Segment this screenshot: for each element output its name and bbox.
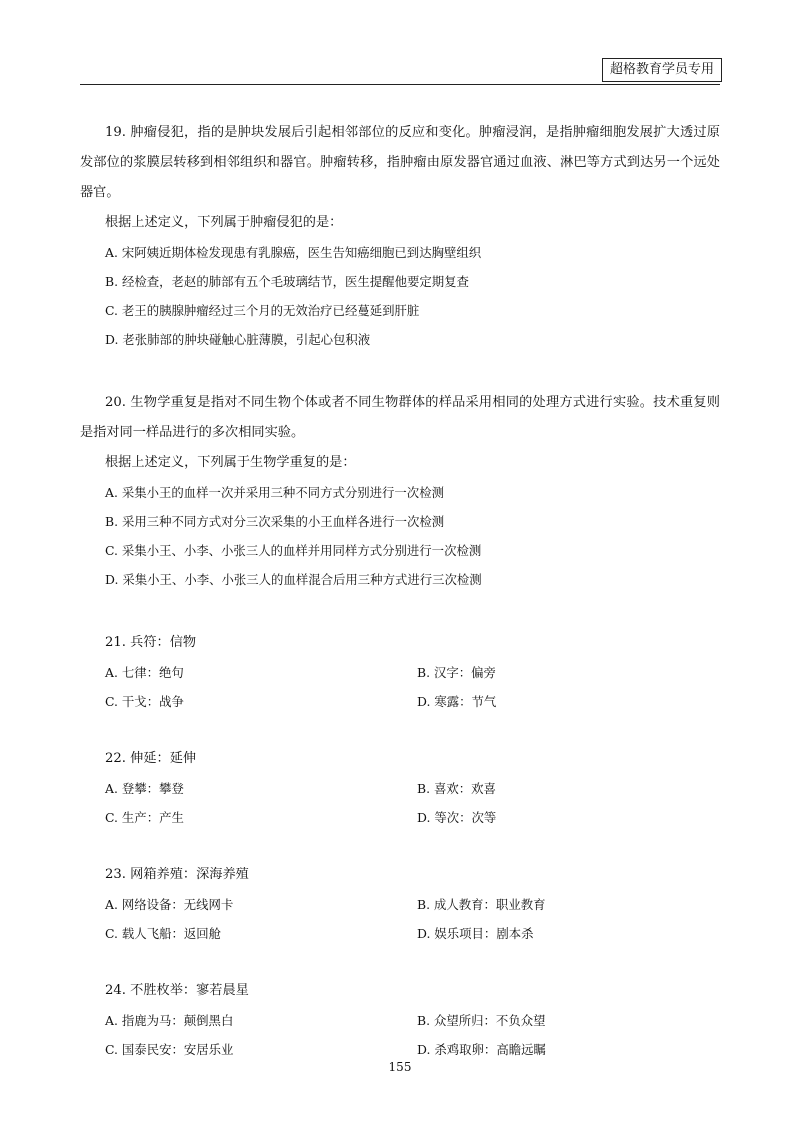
option-b: B. 汉字：偏旁 [417,665,496,680]
option-a: A. 宋阿姨近期体检发现患有乳腺癌，医生告知癌细胞已到达胸壁组织 [105,245,482,260]
options-grid [80,774,720,832]
option-d: D. 老张肺部的肿块碰触心脏薄膜，引起心包积液 [105,332,371,347]
options-grid [80,1006,720,1064]
question-stem: 20. 生物学重复是指对不同生物个体或者不同生物群体的样品采用相同的处理方式进行实验。技术重复则是指对同一样品进行的多次相同实验。 [80,395,720,440]
option-d: D. 等次：次等 [417,810,497,825]
question-23 [80,860,720,948]
question-21 [80,628,720,716]
question-22 [80,744,720,832]
question-title: 21. 兵符：信物 [105,635,197,650]
options-grid [80,890,720,948]
header-badge: 超格教育学员专用 [602,58,722,82]
question-prompt: 根据上述定义，下列属于生物学重复的是： [105,455,356,470]
option-a: A. 采集小王的血样一次并采用三种不同方式分别进行一次检测 [105,485,444,500]
option-b: B. 众望所归：不负众望 [417,1013,546,1028]
option-d: D. 杀鸡取卵：高瞻远瞩 [417,1042,546,1057]
option-b: B. 成人教育：职业教育 [417,897,546,912]
header-divider [80,84,720,85]
question-19 [80,118,720,354]
option-b: B. 经检查，老赵的肺部有五个毛玻璃结节，医生提醒他要定期复查 [105,274,469,289]
option-c: C. 老王的胰腺肿瘤经过三个月的无效治疗已经蔓延到肝脏 [105,303,420,318]
option-a: A. 七律：绝句 [105,665,184,680]
option-c: C. 生产：产生 [105,810,184,825]
option-d: D. 寒露：节气 [417,694,497,709]
question-title: 24. 不胜枚举：寥若晨星 [105,983,249,998]
option-c: C. 干戈：战争 [105,694,184,709]
option-c: C. 采集小王、小李、小张三人的血样并用同样方式分别进行一次检测 [105,543,482,558]
question-title: 23. 网箱养殖：深海养殖 [105,867,249,882]
question-prompt: 根据上述定义，下列属于肿瘤侵犯的是： [105,215,343,230]
option-a: A. 登攀：攀登 [105,781,184,796]
option-d: D. 娱乐项目：剧本杀 [417,926,534,941]
option-c: C. 国泰民安：安居乐业 [105,1042,234,1057]
question-24 [80,976,720,1064]
option-c: C. 载人飞船：返回舱 [105,926,222,941]
option-d: D. 采集小王、小李、小张三人的血样混合后用三种方式进行三次检测 [105,572,482,587]
question-20 [80,388,720,594]
question-title: 22. 伸延：延伸 [105,751,197,766]
option-b: B. 采用三种不同方式对分三次采集的小王血样各进行一次检测 [105,514,445,529]
question-content [80,118,720,1064]
options-grid [80,658,720,716]
option-a: A. 网络设备：无线网卡 [105,897,234,912]
page-number: 155 [388,1060,412,1074]
option-b: B. 喜欢：欢喜 [417,781,496,796]
question-stem: 19. 肿瘤侵犯，指的是肿块发展后引起相邻部位的反应和变化。肿瘤浸润，是指肿瘤细胞发展扩大透过原发部位的浆膜层转移到相邻组织和器官。肿瘤转移，指肿瘤由原发器官通过血液、淋巴等方式到达另一个远处器官。 [80,125,720,200]
option-a: A. 指鹿为马：颠倒黑白 [105,1013,234,1028]
